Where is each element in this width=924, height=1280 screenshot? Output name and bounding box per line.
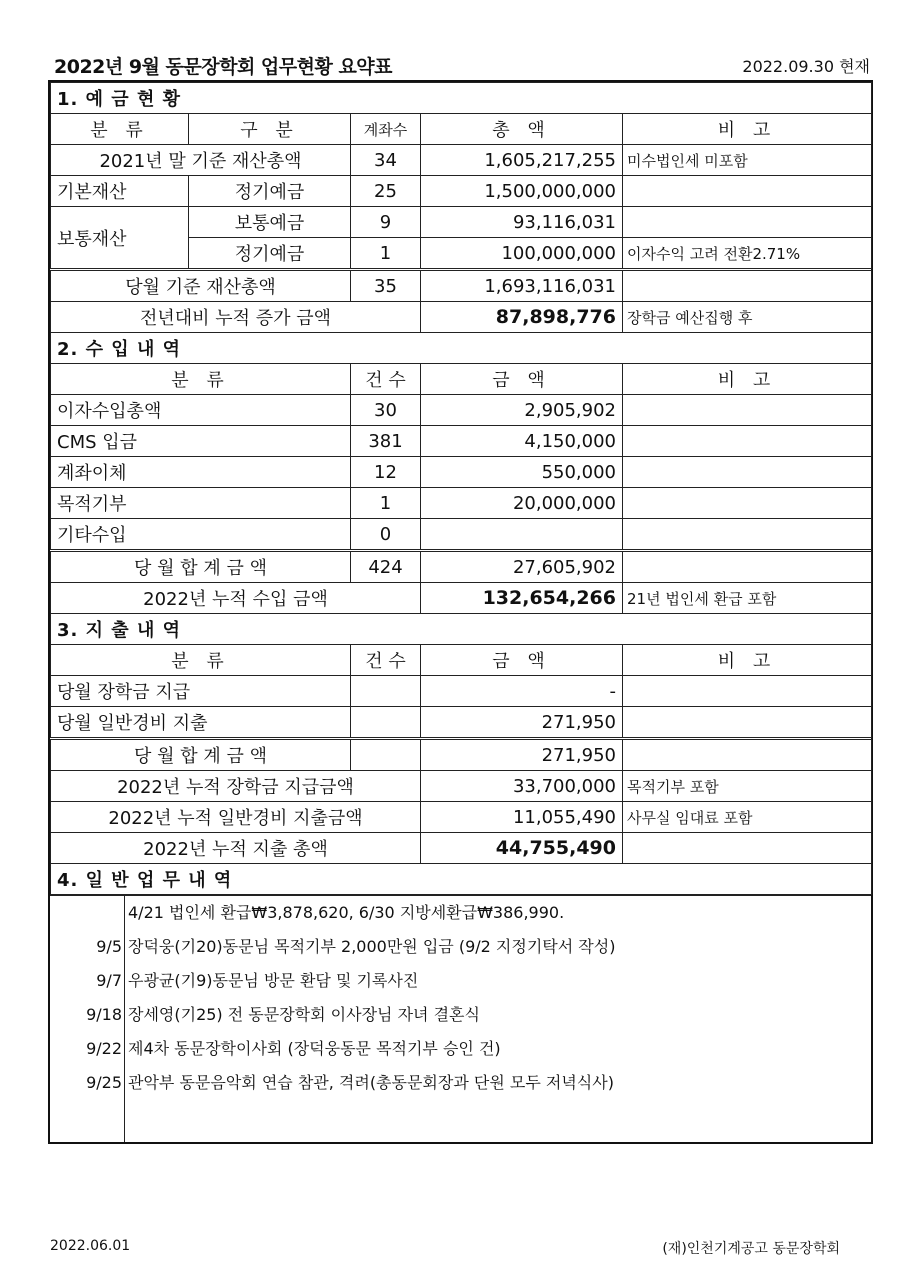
- row-count: [351, 707, 421, 739]
- row-label: 2022년 누적 지출 총액: [51, 833, 421, 864]
- log-text: 4/21 법인세 환급₩3,878,620, 6/30 지방세환급₩386,990.: [128, 903, 565, 922]
- footer-date: 2022.06.01: [50, 1238, 131, 1254]
- row-label: 기타수입: [51, 519, 351, 551]
- row-sub: 보통예금: [189, 207, 351, 238]
- row-label: 당월 장학금 지급: [51, 676, 351, 707]
- col-accounts: 계좌수: [351, 114, 421, 145]
- row-note: 장학금 예산집행 후: [623, 302, 872, 333]
- row-note: [623, 676, 872, 707]
- row-label: 당월 기준 재산총액: [51, 270, 351, 302]
- table-row: [51, 457, 872, 488]
- as-of-date: 2022.09.30 현재: [742, 57, 870, 76]
- table-row: [51, 488, 872, 519]
- log-date: 9/7: [96, 971, 122, 990]
- row-amount: 1,605,217,255: [421, 145, 623, 176]
- row-amount: 1,693,116,031: [421, 270, 623, 302]
- table-row: [51, 145, 872, 176]
- row-amount: 44,755,490: [421, 833, 623, 864]
- row-accounts: 35: [351, 270, 421, 302]
- row-label: 당 월 합 계 금 액: [51, 739, 351, 771]
- row-accounts: 34: [351, 145, 421, 176]
- income-section-title: 2. 수 입 내 역: [51, 333, 872, 364]
- col-category: 분 류: [51, 364, 351, 395]
- row-amount: 93,116,031: [421, 207, 623, 238]
- row-accounts: 9: [351, 207, 421, 238]
- row-count: 30: [351, 395, 421, 426]
- row-note: [623, 426, 872, 457]
- list-item: [50, 1068, 871, 1098]
- row-note: 21년 법인세 환급 포함: [623, 583, 872, 614]
- table-row: [51, 551, 872, 583]
- table-row: [51, 771, 872, 802]
- row-amount: 1,500,000,000: [421, 176, 623, 207]
- list-item: [50, 1034, 871, 1064]
- table-row: [51, 519, 872, 551]
- list-item: [50, 1000, 871, 1030]
- deposit-section-header: [51, 83, 872, 114]
- row-amount: -: [421, 676, 623, 707]
- row-label: 2022년 누적 장학금 지급금액: [51, 771, 421, 802]
- income-section-header: [51, 333, 872, 364]
- row-accounts: 1: [351, 238, 421, 270]
- col-count: 건 수: [351, 645, 421, 676]
- row-count: 1: [351, 488, 421, 519]
- row-amount: 132,654,266: [421, 583, 623, 614]
- row-amount: 20,000,000: [421, 488, 623, 519]
- expense-section-title: 3. 지 출 내 역: [51, 614, 872, 645]
- table-row: [51, 833, 872, 864]
- row-note: 이자수익 고려 전환2.71%: [623, 238, 872, 270]
- col-category: 분 류: [51, 114, 189, 145]
- row-note: 미수법인세 미포함: [623, 145, 872, 176]
- col-count: 건 수: [351, 364, 421, 395]
- row-label: 2022년 누적 수입 금액: [51, 583, 421, 614]
- log-text: 장덕웅(기20)동문님 목적기부 2,000만원 입금 (9/2 지정기탁서 작성): [128, 937, 616, 956]
- row-note: [623, 833, 872, 864]
- row-note: [623, 519, 872, 551]
- log-date: 9/22: [86, 1039, 122, 1058]
- row-note: [623, 395, 872, 426]
- row-amount: 33,700,000: [421, 771, 623, 802]
- col-amount: 총 액: [421, 114, 623, 145]
- row-label: 전년대비 누적 증가 금액: [51, 302, 421, 333]
- row-note: 목적기부 포함: [623, 771, 872, 802]
- row-note: [623, 207, 872, 238]
- table-row: [51, 302, 872, 333]
- row-amount: [421, 519, 623, 551]
- row-count: 0: [351, 519, 421, 551]
- log-date: 9/5: [96, 937, 122, 956]
- row-count: [351, 676, 421, 707]
- col-category: 분 류: [51, 645, 351, 676]
- row-amount: 27,605,902: [421, 551, 623, 583]
- row-category: 보통재산: [51, 207, 189, 270]
- row-note: [623, 488, 872, 519]
- row-amount: 271,950: [421, 739, 623, 771]
- row-amount: 87,898,776: [421, 302, 623, 333]
- row-note: [623, 707, 872, 739]
- row-amount: 271,950: [421, 707, 623, 739]
- row-label: 2021년 말 기준 재산총액: [51, 145, 351, 176]
- log-text: 우광균(기9)동문님 방문 환담 및 기록사진: [128, 971, 419, 990]
- row-note: [623, 270, 872, 302]
- row-label: 계좌이체: [51, 457, 351, 488]
- row-sub: 정기예금: [189, 176, 351, 207]
- row-note: [623, 551, 872, 583]
- row-label: CMS 입금: [51, 426, 351, 457]
- summary-frame: [48, 80, 873, 1144]
- deposit-section-title: 1. 예 금 현 황: [51, 83, 872, 114]
- row-count: [351, 739, 421, 771]
- row-count: 424: [351, 551, 421, 583]
- log-date: 9/18: [86, 1005, 122, 1024]
- col-amount: 금 액: [421, 364, 623, 395]
- document-title: 2022년 9월 동문장학회 업무현황 요약표: [54, 56, 393, 78]
- list-item: [50, 932, 871, 962]
- col-sub: 구 분: [189, 114, 351, 145]
- row-amount: 4,150,000: [421, 426, 623, 457]
- log-text: 장세영(기25) 전 동문장학회 이사장님 자녀 결혼식: [128, 1005, 480, 1024]
- summary-table: [50, 82, 872, 895]
- col-note: 비 고: [623, 114, 872, 145]
- table-row: [51, 739, 872, 771]
- row-sub: 정기예금: [189, 238, 351, 270]
- col-note: 비 고: [623, 364, 872, 395]
- row-label: 목적기부: [51, 488, 351, 519]
- log-text: 관악부 동문음악회 연습 참관, 격려(총동문회장과 단원 모두 저녁식사): [128, 1073, 614, 1092]
- row-note: [623, 457, 872, 488]
- table-row: [51, 395, 872, 426]
- row-note: [623, 739, 872, 771]
- col-note: 비 고: [623, 645, 872, 676]
- row-count: 381: [351, 426, 421, 457]
- row-amount: 100,000,000: [421, 238, 623, 270]
- table-row: [51, 176, 872, 207]
- row-label: 이자수입총액: [51, 395, 351, 426]
- table-row: [51, 707, 872, 739]
- expense-column-headers: [51, 645, 872, 676]
- row-label: 당 월 합 계 금 액: [51, 551, 351, 583]
- table-row: [51, 676, 872, 707]
- general-section-title: 4. 일 반 업 무 내 역: [51, 864, 872, 895]
- row-category: 기본재산: [51, 176, 189, 207]
- list-item: [50, 898, 871, 928]
- log-text: 제4차 동문장학이사회 (장덕웅동문 목적기부 승인 건): [128, 1039, 501, 1058]
- table-row: [51, 802, 872, 833]
- row-label: 2022년 누적 일반경비 지출금액: [51, 802, 421, 833]
- row-label: 당월 일반경비 지출: [51, 707, 351, 739]
- table-row: [51, 207, 872, 238]
- footer-organization: (재)인천기계공고 동문장학회: [662, 1241, 840, 1257]
- document-header: [50, 52, 872, 80]
- col-amount: 금 액: [421, 645, 623, 676]
- list-item: [50, 966, 871, 996]
- table-row: [51, 426, 872, 457]
- general-section-header: [51, 864, 872, 895]
- row-note: [623, 176, 872, 207]
- row-amount: 2,905,902: [421, 395, 623, 426]
- row-accounts: 25: [351, 176, 421, 207]
- row-count: 12: [351, 457, 421, 488]
- log-date: 9/25: [86, 1073, 122, 1092]
- general-work-log: [50, 895, 871, 1142]
- row-note: 사무실 임대료 포함: [623, 802, 872, 833]
- expense-section-header: [51, 614, 872, 645]
- income-column-headers: [51, 364, 872, 395]
- table-row: [51, 583, 872, 614]
- row-amount: 550,000: [421, 457, 623, 488]
- row-amount: 11,055,490: [421, 802, 623, 833]
- table-row: [51, 270, 872, 302]
- deposit-column-headers: [51, 114, 872, 145]
